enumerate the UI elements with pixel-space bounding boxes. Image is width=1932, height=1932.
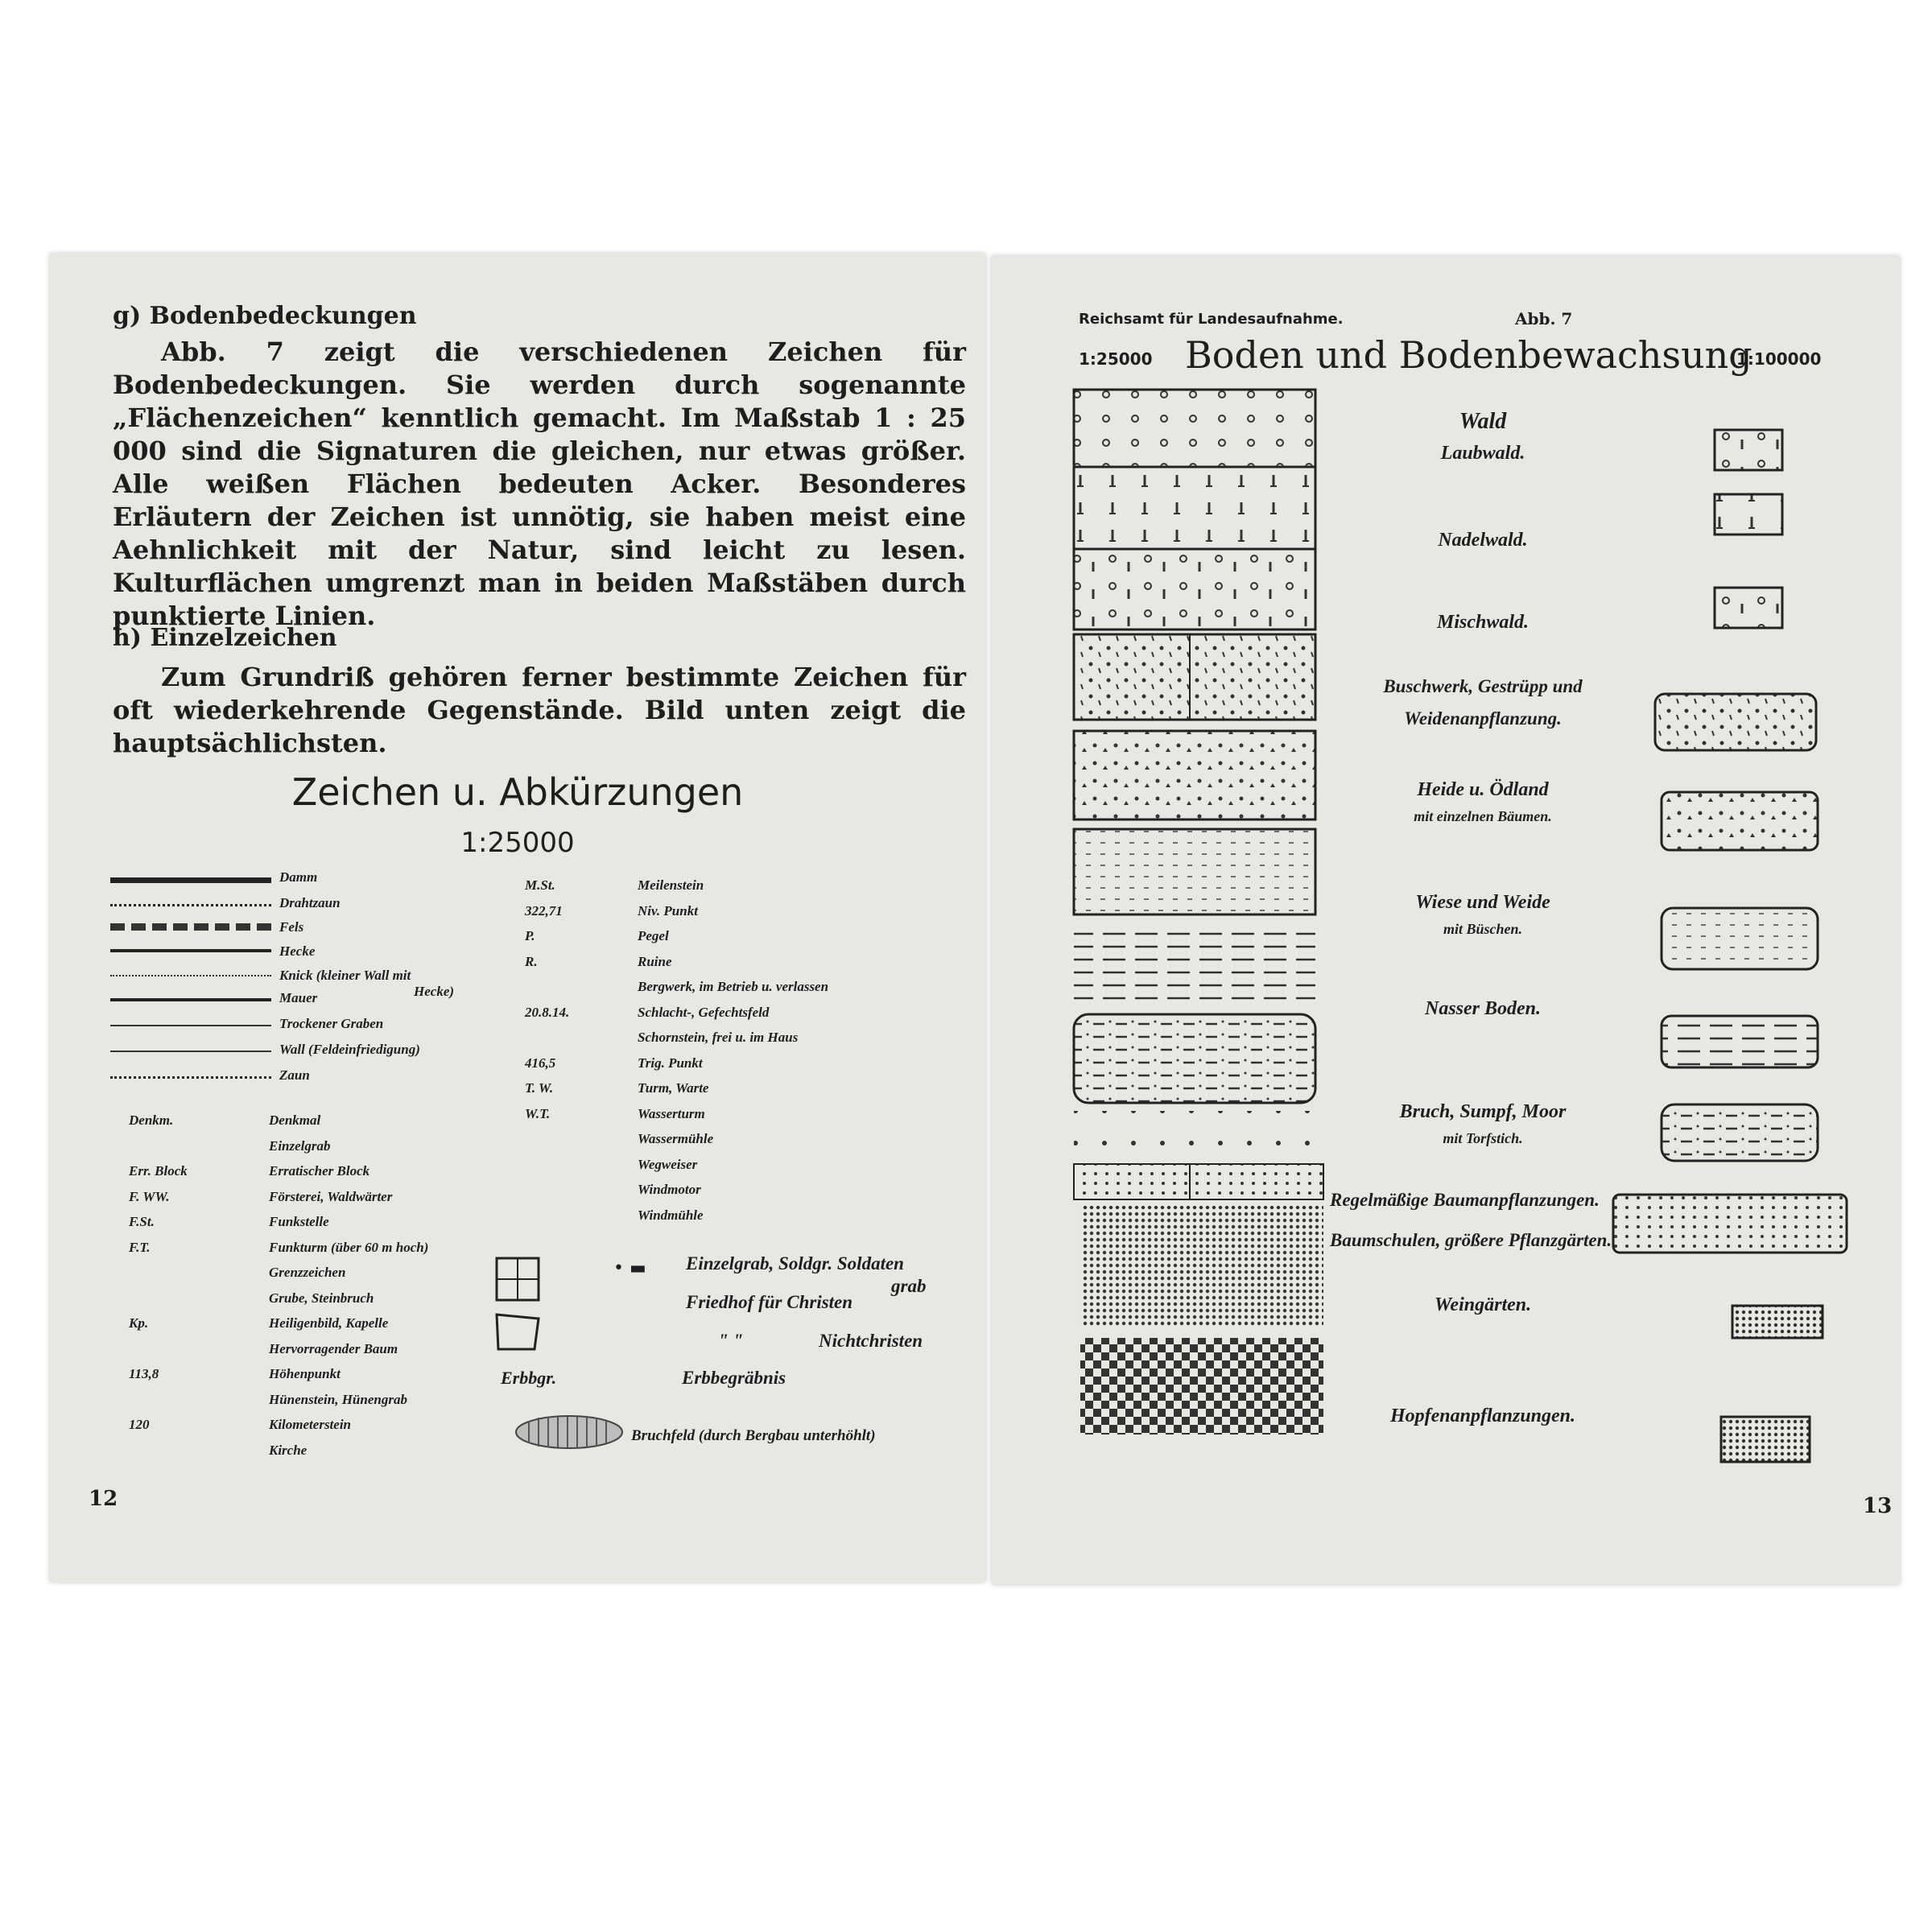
point-symbol-left-label: Hünenstein, Hünengrab: [269, 1391, 407, 1407]
point-symbol-right-abbr: 416,5: [525, 1055, 556, 1071]
mauer-symbol: [110, 998, 271, 1001]
header-figure-number: Abb. 7: [1515, 309, 1573, 328]
line-label-1: Drahtzaun: [279, 895, 341, 910]
point-symbol-right-label: Pegel: [638, 928, 669, 943]
point-symbol-right-label: Wegweiser: [638, 1156, 698, 1172]
header-agency: Reichsamt für Landesaufnahme.: [1079, 311, 1344, 328]
friedhof-christen-label: Friedhof für Christen: [686, 1292, 853, 1312]
label-buschwerk-sub: Weidenanpflanzung.: [1404, 708, 1562, 729]
damm-symbol: [110, 877, 271, 883]
point-symbol-left-label: Kirche: [269, 1442, 308, 1458]
point-symbol-right-label: Windmühle: [638, 1207, 704, 1223]
point-symbol-left-label: Einzelgrab: [269, 1137, 331, 1154]
graben-symbol: [110, 1025, 271, 1026]
knick-suffix: Hecke): [414, 984, 455, 999]
wall-symbol: [110, 1051, 271, 1052]
point-symbol-left-label: Hervorragender Baum: [269, 1340, 398, 1356]
label-buschwerk: Buschwerk, Gestrüpp und: [1383, 676, 1583, 696]
point-symbol-right-label: Schornstein, frei u. im Haus: [638, 1030, 799, 1045]
erbbegraebnis-label: Erbbegräbnis: [682, 1368, 786, 1388]
point-symbol-left-label: Försterei, Waldwärter: [269, 1188, 393, 1204]
point-symbol-left-label: Kilometerstein: [269, 1417, 351, 1432]
point-symbol-right-label: Schlacht-, Gefechtsfeld: [638, 1004, 770, 1020]
page-number-right: 13: [1863, 1494, 1893, 1518]
bruchfeld-icon: [513, 1413, 625, 1451]
label-bruch: Bruch, Sumpf, Moor: [1399, 1101, 1567, 1122]
label-baumschulen: Baumschulen, größere Pflanzgärten.: [1330, 1230, 1612, 1250]
label-wiese: Wiese und Weide: [1415, 892, 1550, 913]
point-symbol-right-abbr: R.: [525, 953, 538, 969]
legend-title: Zeichen u. Abkürzungen: [291, 770, 744, 814]
point-symbol-right-abbr: W.T.: [525, 1105, 551, 1121]
left-page: [50, 254, 985, 1582]
line-label-3: Hecke: [279, 943, 316, 959]
large-swatch-column: [1069, 386, 1544, 1584]
label-heide: Heide u. Ödland: [1417, 779, 1549, 800]
point-symbol-right-label: Wasserturm: [638, 1105, 705, 1121]
point-symbol-left-label: Grenzzeichen: [269, 1265, 346, 1280]
point-symbol-left-label: Funkstelle: [269, 1214, 329, 1229]
point-symbol-right-label: Meilenstein: [638, 877, 704, 893]
friedhof-christen-icon: [494, 1256, 543, 1304]
line-label-0: Damm: [279, 869, 318, 885]
zaun-symbol: [110, 1076, 271, 1079]
point-symbol-right-label: Niv. Punkt: [638, 902, 698, 919]
label-wald: Wald: [1459, 409, 1507, 434]
nichtchristen-label: Nichtchristen: [819, 1331, 923, 1351]
point-symbol-right-abbr: 322,71: [525, 902, 563, 919]
point-symbol-left-abbr: 113,8: [129, 1366, 159, 1381]
right-title: Boden und Bodenbewachsung: [1185, 333, 1752, 377]
label-nadelwald: Nadelwald.: [1438, 530, 1528, 551]
point-symbol-left-label: Heiligenbild, Kapelle: [269, 1315, 389, 1331]
erbbegraebnis-abbr: Erbbgr.: [501, 1368, 557, 1388]
label-hopfen: Hopfenanpflanzungen.: [1389, 1406, 1576, 1426]
line-label-4: Knick (kleiner Wall mit: [279, 968, 411, 983]
point-symbol-left-label: Denkmal: [269, 1113, 321, 1128]
einzelgrab-mark: • ▬: [613, 1258, 646, 1278]
point-symbol-right-abbr: 20.8.14.: [525, 1004, 570, 1020]
point-symbol-left-abbr: F.St.: [129, 1214, 155, 1229]
point-symbol-right-label: Ruine: [638, 953, 672, 969]
point-symbol-left-abbr: Err. Block: [129, 1163, 188, 1179]
einzelgrab-soldaten-label: Einzelgrab, Soldgr. Soldaten: [686, 1253, 904, 1274]
section-h-paragraph: Zum Grundriß gehören ferner bestimmte Zeichen für oft wiederkehrende Gegenstände. Bild unten zeigt die hauptsächlichsten.: [113, 662, 966, 758]
label-weingaerten: Weingärten.: [1434, 1294, 1532, 1315]
label-bruch-sub: mit Torfstich.: [1443, 1130, 1523, 1146]
fels-symbol: [110, 923, 271, 931]
line-label-5: Mauer: [279, 990, 318, 1005]
small-swatch-column: [1612, 401, 1898, 1496]
point-symbol-left-label: Erratischer Block: [269, 1163, 370, 1179]
section-g-heading: g) Bodenbedeckungen: [113, 302, 417, 330]
point-symbol-right-label: Wassermühle: [638, 1131, 714, 1146]
line-label-7: Wall (Feldeinfriedigung): [279, 1042, 420, 1057]
point-symbol-right-abbr: P.: [525, 928, 535, 943]
point-symbol-left-abbr: F.T.: [129, 1239, 151, 1255]
scale-left: 1:25000: [1079, 349, 1153, 369]
point-symbol-left-abbr: F. WW.: [129, 1188, 170, 1204]
point-symbol-right-label: Turm, Warte: [638, 1080, 709, 1096]
point-symbol-right-label: Trig. Punkt: [638, 1055, 703, 1071]
label-laubwald: Laubwald.: [1440, 443, 1525, 464]
bruchfeld-label: Bruchfeld (durch Bergbau unterhöhlt): [631, 1427, 876, 1444]
point-symbol-right-abbr: T. W.: [525, 1080, 554, 1096]
scale-right: 1:100000: [1736, 349, 1822, 369]
hecke-symbol: [110, 949, 271, 952]
knick-symbol: [110, 975, 271, 976]
label-mischwald: Mischwald.: [1436, 612, 1530, 633]
soldatengrab-suffix: grab: [891, 1276, 927, 1296]
friedhof-nichtchristen-icon: [494, 1312, 543, 1352]
point-symbol-right-abbr: M.St.: [525, 877, 555, 893]
point-symbol-left-label: Höhenpunkt: [269, 1366, 341, 1381]
label-heide-sub: mit einzelnen Bäumen.: [1414, 808, 1552, 824]
point-symbol-left-abbr: 120: [129, 1417, 150, 1432]
point-symbol-left-label: Funkturm (über 60 m hoch): [269, 1239, 429, 1255]
point-symbol-right-label: Windmotor: [638, 1182, 701, 1197]
label-regelmaessige: Regelmäßige Baumanpflanzungen.: [1330, 1190, 1600, 1210]
label-wiese-sub: mit Büschen.: [1443, 921, 1523, 937]
section-g-paragraph: Abb. 7 zeigt die verschiedenen Zeichen für Bodenbedeckungen. Sie werden durch sogenannte „Flächenzeichen“ kenntlich gemacht. Im Maßstab 1 : 25 000 sind die Signaturen die gleichen, nur etwas größer. Alle weißen Flächen bedeuten Acker. Besonderes Erläutern der Zeichen ist unnötig, sie haben meist eine Aehnlichkeit mit der Natur, sind leicht zu lesen. Kulturflächen umgrenzt man in beiden Maßstäben durch punktierte Linien.: [113, 336, 966, 631]
line-label-8: Zaun: [279, 1067, 310, 1083]
point-symbol-left-abbr: Kp.: [129, 1315, 149, 1331]
point-symbol-left-abbr: Denkm.: [129, 1113, 174, 1128]
label-nasser-boden: Nasser Boden.: [1424, 998, 1541, 1019]
point-symbol-right-label: Bergwerk, im Betrieb u. verlassen: [638, 979, 829, 994]
line-label-2: Fels: [279, 919, 304, 935]
right-page: [992, 256, 1900, 1584]
point-symbol-left-label: Grube, Steinbruch: [269, 1290, 374, 1306]
line-label-6: Trockener Graben: [279, 1016, 384, 1031]
nichtchristen-marks: " ": [718, 1331, 744, 1351]
page-number-left: 12: [89, 1487, 118, 1511]
drahtzaun-symbol: [110, 904, 271, 906]
section-h-heading: h) Einzelzeichen: [113, 624, 337, 652]
legend-scale: 1:25000: [460, 827, 575, 859]
